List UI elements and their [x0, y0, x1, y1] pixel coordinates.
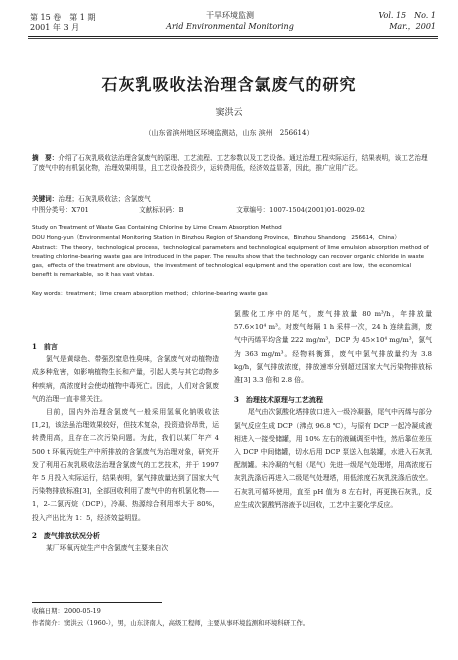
volume-issue-en: Vol. 15 No. 1 — [378, 11, 436, 20]
header-rule — [28, 36, 438, 37]
continued-paragraph: 氯酸化工序中的尾气，废气排放量 80 m³/h，年排放量 57.6×10⁴ m³。对废气每隔 1 h 采样一次，24 h 连续监测，废气中丙烯平均含量 222 mg/m³，DCP 为 45×10⁴ mg/m³，氯气为 363 mg/m³。经物料衡算，废气中氯气排放量约为 3.8 kg/h，氯气排放浓度，排放速率分别超过国家大气污染物排放标准[3] 3.3 倍和 2.8 倍。 — [234, 310, 432, 385]
section-1-heading: 1 前言 — [32, 342, 58, 351]
keywords-cn-label: 关键词： — [32, 195, 59, 203]
keywords-cn — [32, 194, 430, 204]
author-name: 窦洪云 — [215, 108, 243, 118]
running-header-left — [30, 13, 95, 33]
section-1-paragraph-2: 目前，国内外治理含氯废气一般采用氢氧化钠吸收法[1,2]，该法虽治理效果较好，但技术复杂，投资造价昂贵，运转费用高，且存在二次污染问题。为此，我们以某厂年产 4 500 t 环氧丙烷生产中所排放的含氯废气为治理对象，研究开发了利用石灰乳吸收法治理含氯废气的工艺技术，并于 1997 年 5 月投入实际运行，结果表明，氯气排放量达到了国家大气污染物排放标准[3]，全部回收利用了废气中的有机氯化物——1，2-二氯丙烷（DCP），冷凝、热源综合利用率大于 80%，投入产出比为 1：5，经济效益明显。 — [32, 408, 219, 522]
paper-title: 石灰乳吸收法治理含氯废气的研究 — [101, 75, 357, 94]
clc-number: 中图分类号：X701 — [32, 206, 89, 214]
title-en: Study on Treatment of Waste Gas Containing Chlorine by Lime Cream Absorption Method — [32, 225, 282, 231]
journal-name-cn: 干旱环境监测 — [206, 11, 254, 20]
body-right-column — [234, 308, 432, 512]
footnote-rule — [32, 602, 162, 603]
document-code: 文献标识码：B — [139, 206, 184, 214]
running-header-right — [378, 10, 436, 32]
abstract-en: Abstract：The theory，technological process，technological parameters and technological equipment of lime emulsion absorption method of treating chlorine-bearing waste gas are introduced in the paper. The results show that the technology can recover organic chloride in waste gas，effects of the treatment are obvious，the investment of technological equipment and the operation cost are low，the economical benefit is remarkable，so it has vast vistas. — [32, 245, 429, 278]
keywords-en: Key words：treatment；lime cream absorption method；chlorine-bearing waste gas — [32, 291, 268, 297]
abstract-cn-label: 摘 要： — [32, 154, 59, 162]
keywords-cn-text: 治理；石灰乳吸收法；含氯废气 — [58, 195, 151, 203]
author-bio: 作者简介：窦洪云（1960-），男，山东济南人，高级工程师，主要从事环境监测和环境科研工作。 — [32, 619, 310, 627]
running-header-center — [150, 10, 310, 32]
abstract-cn-text: 介绍了石灰乳吸收法治理含氯废气的原理、工艺流程、工艺参数以及工艺设备。通过治理工程实际运行，结果表明，该工艺治理了废气中的有机氯化物，治理效果明显，且工艺设备投资少，运转费用低，经济效益显著，因此，推广应用广泛。 — [32, 154, 428, 172]
section-3-paragraph-1: 尾气由次氯酸化塔排放口进入一级冷凝器，尾气中丙烯与部分氯气反应生成 DCP（沸点 96.8 ℃），与原有 DCP 一起冷凝成液相进入一接受储罐，用 10% 左右的液碱调至中性，然后靠位差压入 DCP 中间储罐，切水后用 DCP 泵送入包装罐，水进入石灰乳配制罐。未冷凝的气相（尾气）先进一级尾气处理塔，用高浓度石灰乳洗涤后再进入二级尾气处理塔，用低浓度石灰乳洗涤后放空。石灰乳可循环使用，直至 pH 值为 8 左右时，再更换石灰乳，反应生成次氯酸钙溶液予以回收，工艺中主要化学反应。 — [234, 408, 432, 509]
body-left-column — [32, 340, 219, 555]
header-rule-thin — [28, 38, 438, 39]
section-2-heading: 2 废气排放状况分析 — [32, 530, 100, 540]
section-3-heading: 3 治理技术原理与工艺流程 — [234, 395, 323, 405]
journal-name-en: Arid Environmental Monitoring — [166, 22, 294, 31]
abstract-cn — [32, 153, 430, 173]
volume-issue: 第 15 卷 第 1 期 — [30, 13, 96, 22]
classification-row — [32, 205, 432, 215]
section-1-paragraph-1: 氯气是黄绿色、带强烈窒息性臭味，含氯废气对动植物造成多种危害，如影响植物生长和产量，引起人类与其它动物多种疾病，高浓度时会使动植物中毒死亡。因此，人们对含氯废气的治理一直非常关注。 — [32, 355, 219, 403]
received-date: 收稿日期：2000-05-19 — [32, 607, 101, 615]
issue-date-cn: 2001 年 3 月 — [30, 23, 80, 32]
author-affiliation: （山东省滨州地区环境监测站，山东 滨州 256614） — [144, 129, 314, 137]
issue-date-en: Mar.，2001 — [389, 22, 436, 31]
section-2-paragraph-1: 某厂环氧丙烷生产中含氯废气主要来自次 — [46, 544, 169, 553]
author-en: DOU Hong-yun（Environmental Monitoring Station in Binzhou Region of Shandong Province，Binzhou Shandong 256614，China） — [32, 235, 400, 241]
article-number: 文章编号：1007-1504(2001)01-0029-02 — [236, 206, 365, 214]
